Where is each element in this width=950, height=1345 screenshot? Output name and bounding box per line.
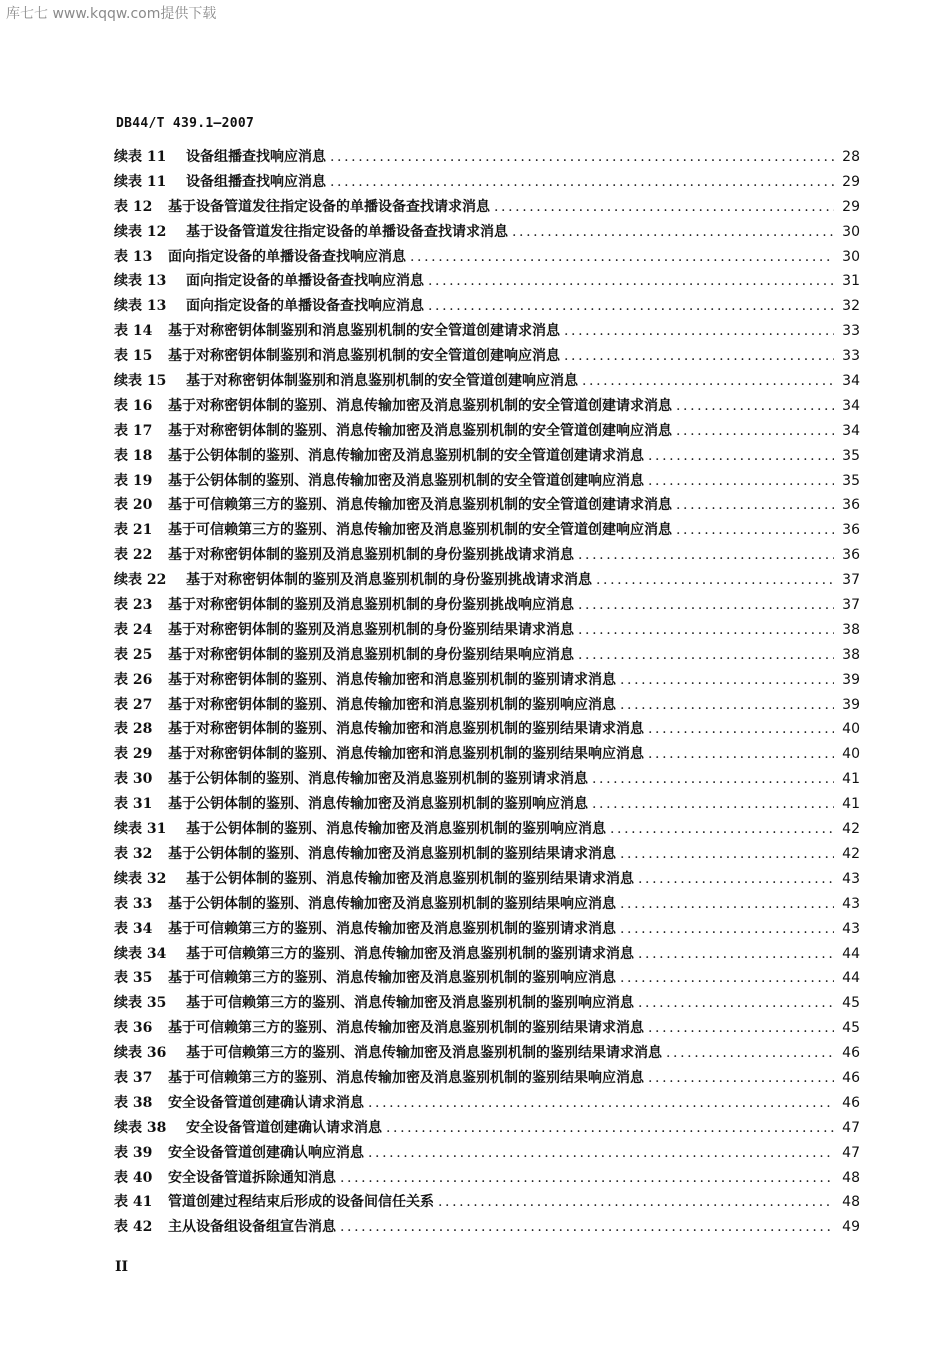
toc-entry-title: 安全设备管道拆除通知消息 xyxy=(168,1169,336,1186)
watermark-text: 库七七 www.kqqw.com提供下载 xyxy=(6,6,217,22)
toc-entry-page: 49 xyxy=(842,1219,860,1236)
toc-entry-title: 基于对称密钥体制的鉴别、消息传输加密及消息鉴别机制的安全管道创建响应消息 xyxy=(168,422,672,439)
toc-entry-page: 47 xyxy=(842,1119,860,1136)
toc-entry-label: 表 17 xyxy=(114,422,153,439)
toc-entry-page: 47 xyxy=(842,1144,860,1161)
toc-entry-title: 基于设备管道发往指定设备的单播设备查找请求消息 xyxy=(186,223,508,240)
toc-entry-label: 续表 15 xyxy=(114,373,167,390)
toc-dot-leader xyxy=(666,1041,834,1066)
toc-entry-title: 基于对称密钥体制鉴别和消息鉴别机制的安全管道创建响应消息 xyxy=(168,348,560,365)
toc-entry-label: 表 25 xyxy=(114,646,153,663)
toc-entry-label: 表 39 xyxy=(114,1144,153,1161)
toc-dot-leader xyxy=(438,1190,834,1215)
toc-entry-title: 基于公钥体制的鉴别、消息传输加密及消息鉴别机制的鉴别结果请求消息 xyxy=(186,870,634,887)
toc-entry-page: 30 xyxy=(842,248,860,265)
toc-entry-title: 安全设备管道创建确认请求消息 xyxy=(186,1119,382,1136)
toc-entry xyxy=(114,319,860,344)
toc-entry-label: 表 22 xyxy=(114,547,153,564)
toc-entry-title: 基于对称密钥体制的鉴别及消息鉴别机制的身份鉴别挑战请求消息 xyxy=(186,572,592,589)
toc-entry-title: 基于公钥体制的鉴别、消息传输加密及消息鉴别机制的鉴别响应消息 xyxy=(186,821,606,838)
toc-dot-leader xyxy=(648,1016,834,1041)
toc-entry-title: 基于对称密钥体制的鉴别、消息传输加密和消息鉴别机制的鉴别结果响应消息 xyxy=(168,746,644,763)
toc-entry-page: 42 xyxy=(842,821,860,838)
toc-entry-title: 基于对称密钥体制鉴别和消息鉴别机制的安全管道创建响应消息 xyxy=(186,373,578,390)
toc-entry-page: 45 xyxy=(842,1020,860,1037)
toc-entry-page: 41 xyxy=(842,796,860,813)
toc-entry-label: 表 19 xyxy=(114,472,153,489)
toc-entry-label: 表 27 xyxy=(114,696,153,713)
toc-entry-label: 表 31 xyxy=(114,796,153,813)
toc-entry-label: 表 21 xyxy=(114,522,153,539)
toc-dot-leader xyxy=(638,942,834,967)
toc-dot-leader xyxy=(638,867,834,892)
toc-entry xyxy=(114,792,860,817)
toc-entry xyxy=(114,245,860,270)
toc-dot-leader xyxy=(428,269,834,294)
toc-entry-title: 基于可信赖第三方的鉴别、消息传输加密及消息鉴别机制的鉴别结果请求消息 xyxy=(168,1020,644,1037)
toc-entry-title: 设备组播查找响应消息 xyxy=(186,149,326,165)
toc-entry-page: 36 xyxy=(842,547,860,564)
toc-entry-page: 37 xyxy=(842,597,860,614)
toc-entry-title: 面向指定设备的单播设备查找响应消息 xyxy=(168,248,406,265)
document-code: DB44/T 439.1—2007 xyxy=(116,116,255,131)
toc-entry xyxy=(114,1190,860,1215)
toc-entry-page: 45 xyxy=(842,995,860,1012)
toc-entry-label: 表 29 xyxy=(114,746,153,763)
toc-entry-title: 安全设备管道创建确认请求消息 xyxy=(168,1094,364,1111)
toc-dot-leader xyxy=(620,966,834,991)
toc-entry-title: 基于公钥体制的鉴别、消息传输加密及消息鉴别机制的鉴别结果请求消息 xyxy=(168,845,616,862)
toc-entry-title: 基于可信赖第三方的鉴别、消息传输加密及消息鉴别机制的安全管道创建响应消息 xyxy=(168,522,672,539)
toc-entry xyxy=(114,170,860,195)
toc-entry-label: 表 16 xyxy=(114,397,153,414)
toc-dot-leader xyxy=(368,1091,834,1116)
toc-dot-leader xyxy=(648,469,834,494)
toc-dot-leader xyxy=(638,991,834,1016)
toc-entry-page: 41 xyxy=(842,771,860,788)
toc-entry-title: 基于公钥体制的鉴别、消息传输加密及消息鉴别机制的鉴别响应消息 xyxy=(168,796,588,813)
toc-entry-label: 表 41 xyxy=(114,1194,153,1211)
toc-dot-leader xyxy=(620,892,834,917)
toc-entry-label: 表 12 xyxy=(114,198,153,215)
toc-entry-label: 表 23 xyxy=(114,597,153,614)
toc-entry-page: 42 xyxy=(842,845,860,862)
toc-entry-label: 表 15 xyxy=(114,348,153,365)
toc-entry-page: 38 xyxy=(842,621,860,638)
toc-entry-page: 44 xyxy=(842,945,860,962)
toc-dot-leader xyxy=(648,1066,834,1091)
toc-entry xyxy=(114,917,860,942)
toc-entry-page: 35 xyxy=(842,472,860,489)
toc-dot-leader xyxy=(330,145,834,170)
toc-entry xyxy=(114,269,860,294)
toc-entry xyxy=(114,1166,860,1191)
toc-entry xyxy=(114,1041,860,1066)
toc-entry-label: 表 33 xyxy=(114,895,153,912)
toc-dot-leader xyxy=(676,419,834,444)
toc-entry-page: 31 xyxy=(842,273,860,290)
toc-entry-label: 表 34 xyxy=(114,920,153,937)
toc-entry-label: 续表 11 xyxy=(114,149,167,165)
toc-entry xyxy=(114,643,860,668)
table-of-contents xyxy=(114,145,860,1240)
toc-entry-page: 48 xyxy=(842,1169,860,1186)
toc-entry-title: 基于公钥体制的鉴别、消息传输加密及消息鉴别机制的鉴别结果响应消息 xyxy=(168,895,616,912)
toc-entry xyxy=(114,394,860,419)
toc-entry xyxy=(114,1215,860,1240)
toc-entry-label: 表 26 xyxy=(114,671,153,688)
toc-entry-page: 33 xyxy=(842,323,860,340)
toc-entry xyxy=(114,493,860,518)
toc-entry xyxy=(114,817,860,842)
toc-dot-leader xyxy=(564,319,834,344)
toc-dot-leader xyxy=(578,643,834,668)
toc-entry-title: 基于对称密钥体制的鉴别及消息鉴别机制的身份鉴别结果请求消息 xyxy=(168,621,574,638)
toc-entry-title: 基于对称密钥体制的鉴别及消息鉴别机制的身份鉴别挑战请求消息 xyxy=(168,547,574,564)
toc-entry-label: 表 42 xyxy=(114,1219,153,1236)
toc-dot-leader xyxy=(428,294,834,319)
toc-entry-label: 续表 35 xyxy=(114,995,167,1012)
toc-entry xyxy=(114,1066,860,1091)
toc-entry-page: 43 xyxy=(842,920,860,937)
toc-entry-page: 38 xyxy=(842,646,860,663)
toc-dot-leader xyxy=(592,767,834,792)
toc-entry-title: 管道创建过程结束后形成的设备间信任关系 xyxy=(168,1194,434,1211)
toc-entry-label: 表 28 xyxy=(114,721,153,738)
toc-entry-page: 29 xyxy=(842,173,860,190)
toc-entry xyxy=(114,842,860,867)
toc-dot-leader xyxy=(578,593,834,618)
toc-entry-title: 基于可信赖第三方的鉴别、消息传输加密及消息鉴别机制的鉴别响应消息 xyxy=(168,970,616,987)
toc-entry-title: 基于公钥体制的鉴别、消息传输加密及消息鉴别机制的鉴别请求消息 xyxy=(168,771,588,788)
toc-entry xyxy=(114,867,860,892)
toc-entry xyxy=(114,1116,860,1141)
toc-entry-label: 表 14 xyxy=(114,323,153,340)
toc-entry-page: 46 xyxy=(842,1069,860,1086)
toc-dot-leader xyxy=(494,195,834,220)
toc-entry-title: 基于对称密钥体制鉴别和消息鉴别机制的安全管道创建请求消息 xyxy=(168,323,560,340)
toc-entry-title: 主从设备组设备组宣告消息 xyxy=(168,1219,336,1236)
toc-entry-label: 表 24 xyxy=(114,621,153,638)
toc-entry xyxy=(114,543,860,568)
toc-entry-page: 33 xyxy=(842,348,860,365)
toc-dot-leader xyxy=(578,543,834,568)
toc-entry xyxy=(114,767,860,792)
toc-entry-label: 表 30 xyxy=(114,771,153,788)
toc-entry xyxy=(114,693,860,718)
toc-entry xyxy=(114,444,860,469)
toc-entry xyxy=(114,518,860,543)
toc-dot-leader xyxy=(676,493,834,518)
toc-entry xyxy=(114,593,860,618)
toc-entry-page: 40 xyxy=(842,721,860,738)
toc-dot-leader xyxy=(676,518,834,543)
toc-dot-leader xyxy=(582,369,834,394)
toc-entry-label: 续表 11 xyxy=(114,173,167,190)
toc-dot-leader xyxy=(512,220,834,245)
toc-entry xyxy=(114,966,860,991)
toc-entry xyxy=(114,145,860,170)
toc-entry-title: 基于可信赖第三方的鉴别、消息传输加密及消息鉴别机制的鉴别请求消息 xyxy=(186,945,634,962)
toc-entry-page: 43 xyxy=(842,895,860,912)
toc-dot-leader xyxy=(330,170,834,195)
toc-entry-page: 39 xyxy=(842,671,860,688)
toc-entry-page: 30 xyxy=(842,223,860,240)
toc-entry xyxy=(114,742,860,767)
toc-entry-page: 36 xyxy=(842,522,860,539)
toc-entry xyxy=(114,419,860,444)
toc-entry xyxy=(114,195,860,220)
toc-entry-label: 表 36 xyxy=(114,1020,153,1037)
toc-entry-label: 续表 13 xyxy=(114,273,167,290)
toc-entry-page: 28 xyxy=(842,149,860,165)
toc-entry-title: 基于对称密钥体制的鉴别、消息传输加密和消息鉴别机制的鉴别响应消息 xyxy=(168,696,616,713)
toc-entry-title: 基于可信赖第三方的鉴别、消息传输加密及消息鉴别机制的鉴别结果响应消息 xyxy=(168,1069,644,1086)
toc-entry xyxy=(114,220,860,245)
toc-entry xyxy=(114,369,860,394)
toc-entry-page: 44 xyxy=(842,970,860,987)
toc-dot-leader xyxy=(410,245,834,270)
toc-entry-page: 39 xyxy=(842,696,860,713)
toc-entry-page: 34 xyxy=(842,397,860,414)
toc-entry xyxy=(114,294,860,319)
toc-entry-page: 35 xyxy=(842,447,860,464)
toc-entry-label: 表 13 xyxy=(114,248,153,265)
toc-dot-leader xyxy=(564,344,834,369)
toc-entry-label: 表 18 xyxy=(114,447,153,464)
toc-dot-leader xyxy=(578,618,834,643)
toc-entry xyxy=(114,717,860,742)
toc-entry-title: 基于公钥体制的鉴别、消息传输加密及消息鉴别机制的安全管道创建响应消息 xyxy=(168,472,644,489)
toc-dot-leader xyxy=(648,444,834,469)
toc-dot-leader xyxy=(620,842,834,867)
toc-entry-title: 基于可信赖第三方的鉴别、消息传输加密及消息鉴别机制的鉴别响应消息 xyxy=(186,995,634,1012)
toc-entry-title: 安全设备管道创建确认响应消息 xyxy=(168,1144,364,1161)
toc-entry-page: 32 xyxy=(842,298,860,315)
toc-dot-leader xyxy=(620,668,834,693)
toc-entry-page: 40 xyxy=(842,746,860,763)
toc-entry-label: 表 37 xyxy=(114,1069,153,1086)
toc-entry-title: 面向指定设备的单播设备查找响应消息 xyxy=(186,273,424,290)
toc-entry xyxy=(114,892,860,917)
toc-dot-leader xyxy=(368,1141,834,1166)
toc-entry xyxy=(114,344,860,369)
toc-entry xyxy=(114,1141,860,1166)
toc-dot-leader xyxy=(592,792,834,817)
toc-entry-title: 基于对称密钥体制的鉴别及消息鉴别机制的身份鉴别挑战响应消息 xyxy=(168,597,574,614)
toc-entry-page: 46 xyxy=(842,1045,860,1062)
toc-dot-leader xyxy=(610,817,834,842)
toc-entry-title: 基于可信赖第三方的鉴别、消息传输加密及消息鉴别机制的安全管道创建请求消息 xyxy=(168,497,672,514)
toc-dot-leader xyxy=(620,917,834,942)
toc-entry-title: 基于对称密钥体制的鉴别、消息传输加密及消息鉴别机制的安全管道创建请求消息 xyxy=(168,397,672,414)
toc-dot-leader xyxy=(596,568,834,593)
toc-entry-label: 表 40 xyxy=(114,1169,153,1186)
toc-entry-label: 续表 34 xyxy=(114,945,167,962)
toc-entry-title: 基于设备管道发往指定设备的单播设备查找请求消息 xyxy=(168,198,490,215)
toc-entry xyxy=(114,1091,860,1116)
toc-entry-page: 29 xyxy=(842,198,860,215)
toc-entry-label: 表 20 xyxy=(114,497,153,514)
toc-entry-label: 表 35 xyxy=(114,970,153,987)
toc-entry-page: 46 xyxy=(842,1094,860,1111)
toc-dot-leader xyxy=(340,1215,834,1240)
toc-entry xyxy=(114,618,860,643)
toc-dot-leader xyxy=(648,717,834,742)
toc-entry-label: 续表 22 xyxy=(114,572,167,589)
toc-entry-label: 续表 13 xyxy=(114,298,167,315)
toc-entry-title: 基于对称密钥体制的鉴别、消息传输加密和消息鉴别机制的鉴别请求消息 xyxy=(168,671,616,688)
toc-entry-title: 基于公钥体制的鉴别、消息传输加密及消息鉴别机制的安全管道创建请求消息 xyxy=(168,447,644,464)
toc-entry-title: 设备组播查找响应消息 xyxy=(186,173,326,190)
toc-dot-leader xyxy=(386,1116,834,1141)
toc-entry xyxy=(114,568,860,593)
toc-entry-label: 表 38 xyxy=(114,1094,153,1111)
page-number: II xyxy=(115,1259,129,1275)
toc-entry-label: 表 32 xyxy=(114,845,153,862)
toc-entry-page: 34 xyxy=(842,373,860,390)
toc-entry-label: 续表 31 xyxy=(114,821,167,838)
toc-entry-page: 48 xyxy=(842,1194,860,1211)
toc-entry xyxy=(114,991,860,1016)
toc-entry-title: 基于可信赖第三方的鉴别、消息传输加密及消息鉴别机制的鉴别请求消息 xyxy=(168,920,616,937)
toc-entry-page: 34 xyxy=(842,422,860,439)
toc-dot-leader xyxy=(340,1166,834,1191)
toc-entry-label: 续表 38 xyxy=(114,1119,167,1136)
toc-entry-page: 37 xyxy=(842,572,860,589)
toc-dot-leader xyxy=(620,693,834,718)
toc-entry-title: 面向指定设备的单播设备查找响应消息 xyxy=(186,298,424,315)
toc-entry xyxy=(114,469,860,494)
toc-entry-page: 36 xyxy=(842,497,860,514)
toc-entry-page: 43 xyxy=(842,870,860,887)
toc-entry-title: 基于可信赖第三方的鉴别、消息传输加密及消息鉴别机制的鉴别结果请求消息 xyxy=(186,1045,662,1062)
toc-entry xyxy=(114,942,860,967)
toc-entry-label: 续表 36 xyxy=(114,1045,167,1062)
toc-dot-leader xyxy=(648,742,834,767)
toc-entry-title: 基于对称密钥体制的鉴别、消息传输加密和消息鉴别机制的鉴别结果请求消息 xyxy=(168,721,644,738)
toc-entry xyxy=(114,668,860,693)
toc-entry xyxy=(114,1016,860,1041)
toc-entry-label: 续表 12 xyxy=(114,223,167,240)
toc-dot-leader xyxy=(676,394,834,419)
toc-entry-title: 基于对称密钥体制的鉴别及消息鉴别机制的身份鉴别结果响应消息 xyxy=(168,646,574,663)
toc-entry-label: 续表 32 xyxy=(114,870,167,887)
